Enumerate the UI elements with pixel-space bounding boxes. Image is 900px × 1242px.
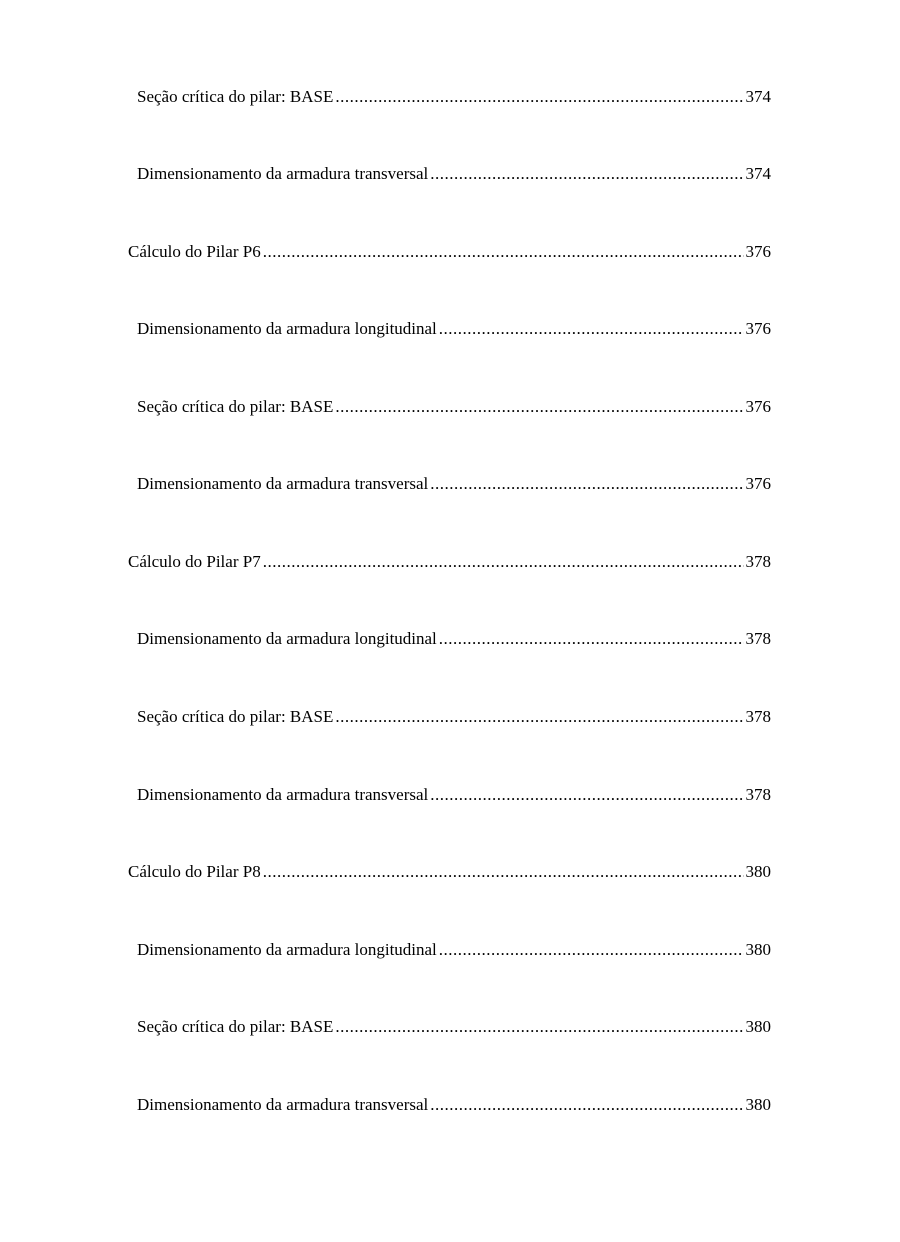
toc-entry-label: Dimensionamento da armadura longitudinal (137, 629, 437, 648)
toc-entry[interactable] (137, 162, 771, 186)
toc-dot-leader (335, 395, 743, 419)
toc-page-number: 376 (745, 474, 771, 493)
toc-entry-label: Dimensionamento da armadura longitudinal (137, 319, 437, 338)
toc-entry[interactable] (137, 395, 771, 419)
toc-entry[interactable] (137, 938, 771, 962)
toc-page-number: 378 (745, 629, 771, 648)
toc-page-number: 378 (745, 707, 771, 726)
toc-entry[interactable] (137, 317, 771, 341)
toc-entry[interactable] (137, 1093, 771, 1117)
toc-dot-leader (335, 85, 743, 109)
toc-entry-label: Dimensionamento da armadura transversal (137, 1095, 429, 1114)
toc-dot-leader (263, 240, 744, 264)
toc-entry-label: Seção crítica do pilar: BASE (137, 707, 334, 726)
toc-entry[interactable] (137, 85, 771, 109)
toc-dot-leader (439, 317, 744, 341)
toc-entry[interactable] (137, 783, 771, 807)
toc-page-number: 374 (745, 164, 771, 183)
toc-dot-leader (335, 705, 743, 729)
toc-entry-label: Dimensionamento da armadura transversal (137, 164, 429, 183)
toc-page-number: 376 (745, 397, 771, 416)
toc-entry[interactable] (128, 860, 771, 884)
toc-page-number: 378 (745, 785, 771, 804)
toc-dot-leader (430, 162, 743, 186)
toc-page-number: 380 (745, 940, 771, 959)
toc-dot-leader (439, 627, 744, 651)
toc-entry[interactable] (128, 240, 771, 264)
toc-page-number: 376 (745, 242, 771, 261)
toc-page-number: 376 (745, 319, 771, 338)
toc-page-number: 374 (745, 87, 771, 106)
toc-entry[interactable] (137, 1015, 771, 1039)
toc-entry-label: Seção crítica do pilar: BASE (137, 1017, 334, 1036)
toc-dot-leader (335, 1015, 743, 1039)
toc-page-number: 380 (745, 1017, 771, 1036)
toc-entry-label: Cálculo do Pilar P8 (128, 862, 261, 881)
toc-entry-label: Dimensionamento da armadura transversal (137, 785, 429, 804)
toc-page-number: 380 (745, 1095, 771, 1114)
toc-dot-leader (430, 1093, 743, 1117)
toc-entry-label: Cálculo do Pilar P7 (128, 552, 261, 571)
toc-entry-label: Seção crítica do pilar: BASE (137, 87, 334, 106)
toc-entry[interactable] (128, 550, 771, 574)
toc-entry-label: Dimensionamento da armadura longitudinal (137, 940, 437, 959)
toc-dot-leader (263, 550, 744, 574)
toc-entry[interactable] (137, 705, 771, 729)
toc-dot-leader (430, 783, 743, 807)
toc-entry-label: Seção crítica do pilar: BASE (137, 397, 334, 416)
toc-entry[interactable] (137, 472, 771, 496)
toc-page-number: 378 (745, 552, 771, 571)
toc-entry-label: Cálculo do Pilar P6 (128, 242, 261, 261)
toc-entry[interactable] (137, 627, 771, 651)
toc-dot-leader (430, 472, 743, 496)
toc-dot-leader (263, 860, 744, 884)
toc-page-number: 380 (745, 862, 771, 881)
toc-entry-label: Dimensionamento da armadura transversal (137, 474, 429, 493)
toc-dot-leader (439, 938, 744, 962)
